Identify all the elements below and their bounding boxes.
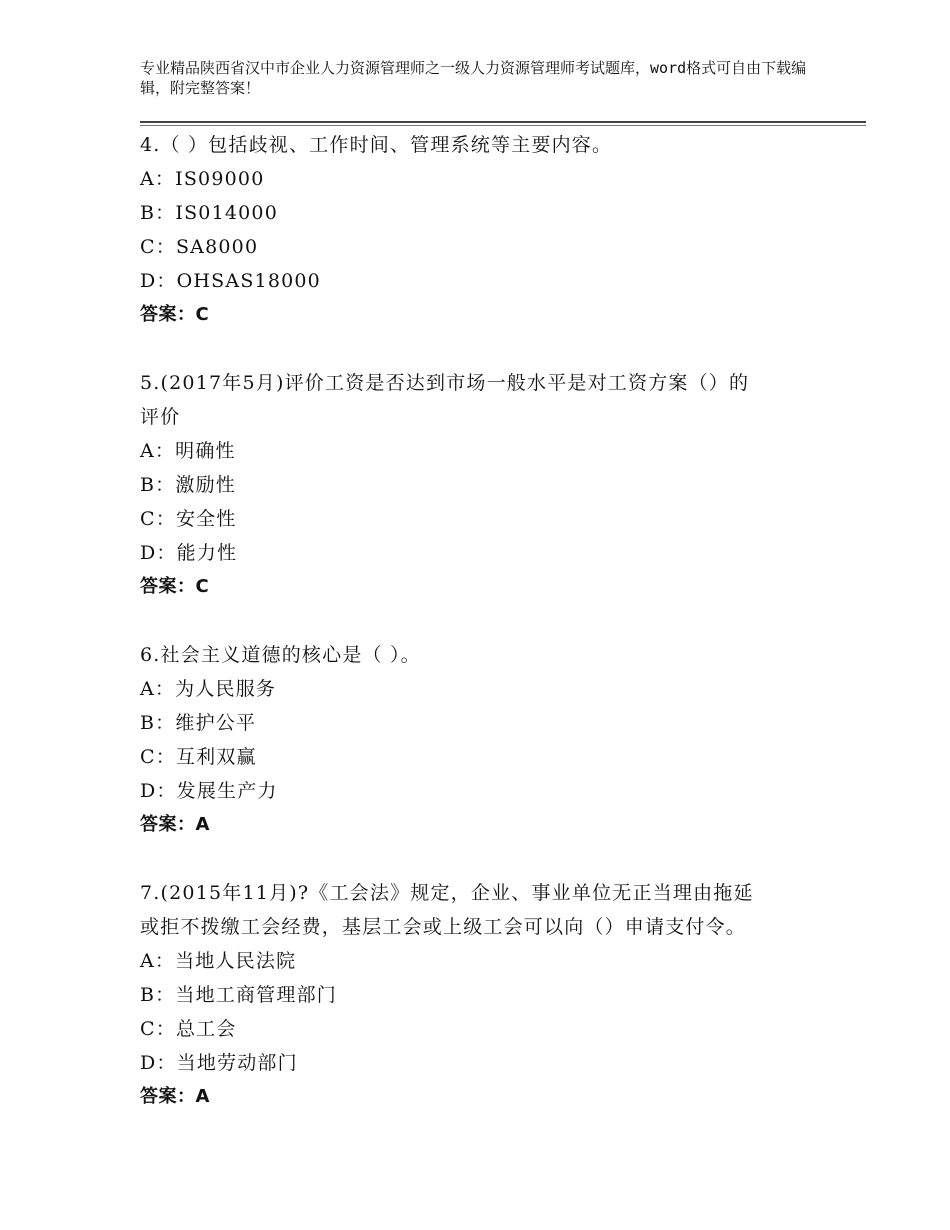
answer-label: 答案：C [140, 576, 210, 597]
question-stem: 7.(2015年11月)?《工会法》规定，企业、事业单位无正当理由拖延 [140, 882, 754, 904]
option-d: D：发展生产力 [140, 780, 278, 802]
option-c: C：总工会 [140, 1018, 237, 1040]
option-c: C：SA8000 [140, 236, 259, 258]
option-a: A：为人民服务 [140, 678, 277, 700]
question-list [140, 128, 840, 1148]
question-stem: 5.(2017年5月)评价工资是否达到市场一般水平是对工资方案（）的 [140, 372, 750, 394]
option-c: C：互利双赢 [140, 746, 257, 768]
option-d: D：OHSAS18000 [140, 270, 321, 292]
answer-label: 答案：A [140, 1086, 210, 1107]
option-a: A：当地人民法院 [140, 950, 297, 972]
question-7 [140, 876, 840, 1114]
header-divider-thick [140, 121, 866, 123]
document-header: 专业精品陕西省汉中市企业人力资源管理师之一级人力资源管理师考试题库，word格式可自由下载编辑，附完整答案！ [140, 59, 807, 97]
question-6 [140, 638, 840, 842]
question-stem-continued: 或拒不拨缴工会经费，基层工会或上级工会可以向（）申请支付令。 [140, 916, 747, 938]
option-d: D：当地劳动部门 [140, 1052, 298, 1074]
option-b: B：IS014000 [140, 202, 279, 224]
question-stem: 6.社会主义道德的核心是（ ）。 [140, 644, 421, 666]
question-stem-continued: 评价 [140, 406, 181, 428]
question-5 [140, 366, 840, 604]
option-c: C：安全性 [140, 508, 237, 530]
answer-label: 答案：C [140, 304, 210, 325]
option-b: B：维护公平 [140, 712, 257, 734]
option-b: B：当地工商管理部门 [140, 984, 337, 1006]
option-a: A：IS09000 [140, 168, 265, 190]
question-stem: 4.（ ）包括歧视、工作时间、管理系统等主要内容。 [140, 134, 613, 156]
option-b: B：激励性 [140, 474, 236, 496]
question-4 [140, 128, 840, 332]
answer-label: 答案：A [140, 814, 210, 835]
option-a: A：明确性 [140, 440, 236, 462]
header-divider-thin [140, 125, 866, 126]
option-d: D：能力性 [140, 542, 238, 564]
